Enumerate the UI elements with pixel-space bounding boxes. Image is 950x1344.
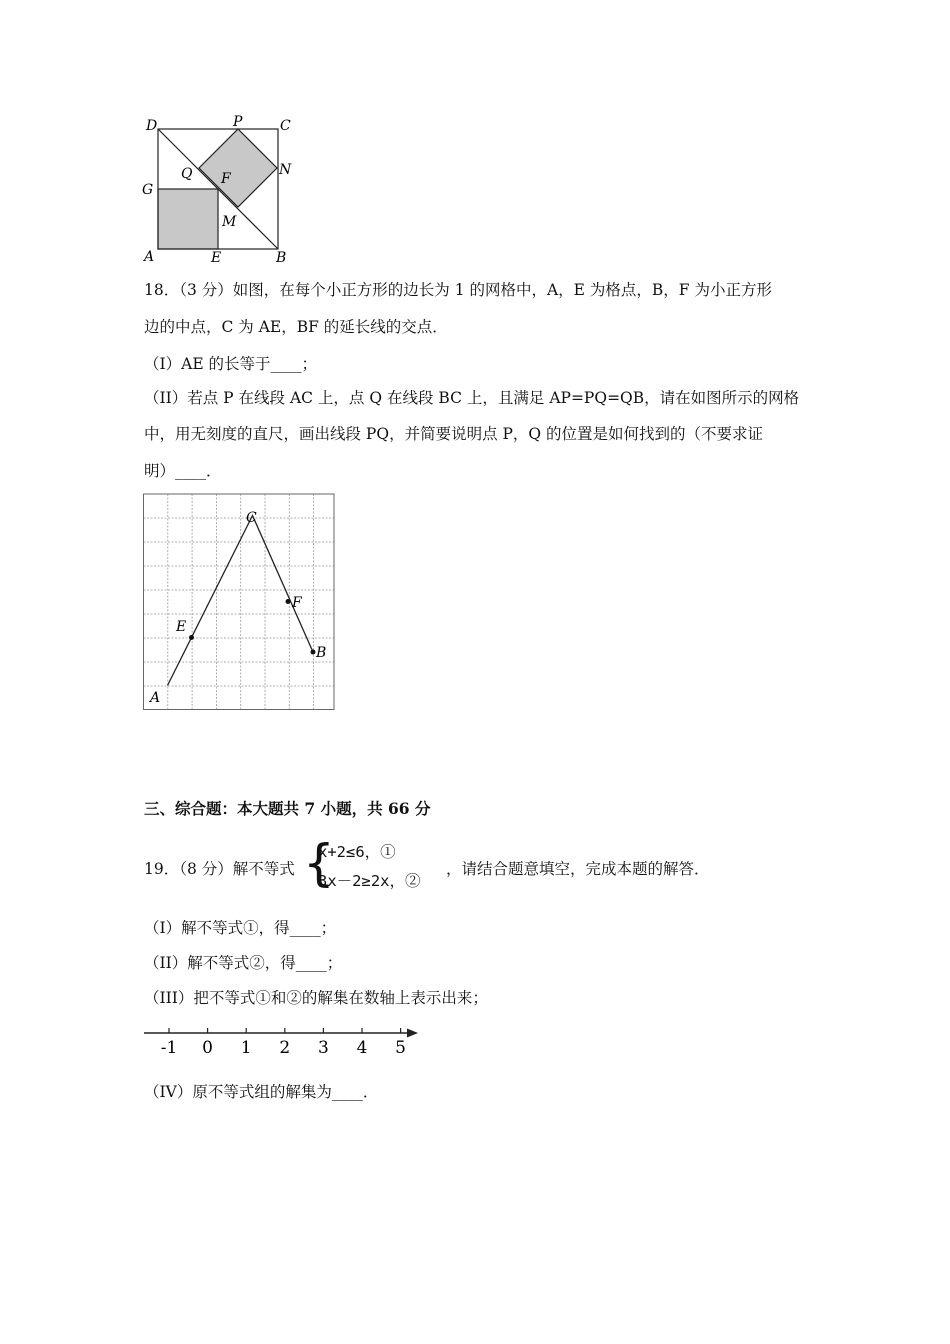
- label-E: E: [211, 250, 222, 266]
- label-G: G: [142, 182, 154, 198]
- label-B: B: [276, 250, 287, 266]
- label-A: A: [144, 249, 155, 265]
- number-line-label: 1: [240, 1038, 252, 1058]
- label-D: D: [146, 118, 158, 134]
- figure-grid-diagram: [142, 492, 337, 714]
- figure-square-diagram: [138, 112, 300, 268]
- q19-part1: （I）解不等式①，得____；: [144, 919, 337, 937]
- q19-inequality-1: x+2≤6，①: [318, 843, 396, 861]
- number-line-label: 3: [317, 1038, 329, 1058]
- shaded-square-left: [158, 189, 218, 249]
- label-M: M: [222, 214, 237, 230]
- q19-suffix: ，请结合题意填空，完成本题的解答．: [446, 860, 710, 878]
- number-line-label: -1: [160, 1038, 178, 1058]
- q19-prefix: 19．（8 分）解不等式: [144, 860, 295, 878]
- label-F: F: [221, 171, 231, 187]
- label-B2: B: [316, 645, 327, 661]
- number-line-arrow: [407, 1029, 418, 1038]
- label-C: C: [280, 118, 291, 134]
- label-E2: E: [176, 619, 187, 635]
- q18-part2-line2: 中，用无刻度的直尺，画出线段 PQ，并简要说明点 P，Q 的位置是如何找到的（不要求证: [144, 425, 764, 443]
- q19-part4: （IV）原不等式组的解集为____．: [144, 1083, 379, 1101]
- system-brace: {: [303, 834, 335, 892]
- point-F: [286, 599, 291, 604]
- q18-part2-line3: 明）____．: [144, 462, 222, 480]
- label-A2: A: [150, 690, 161, 706]
- label-P: P: [233, 114, 243, 130]
- label-N: N: [279, 162, 292, 178]
- point-E: [189, 635, 194, 640]
- q18-line1: 18．（3 分）如图，在每个小正方形的边长为 1 的网格中，A，E 为格点，B，F 为小正方形: [144, 281, 772, 299]
- label-Q: Q: [181, 166, 193, 182]
- number-line: [142, 1020, 427, 1062]
- q18-part2-line1: （II）若点 P 在线段 AC 上，点 Q 在线段 BC 上，且满足 AP=PQ=QB，请在如图所示的网格: [144, 389, 800, 407]
- number-line-label: 4: [356, 1038, 368, 1058]
- number-line-label: 2: [279, 1038, 291, 1058]
- q18-line2: 边的中点，C 为 AE，BF 的延长线的交点．: [144, 318, 448, 336]
- q19-inequality-2: 3x－2≥2x，②: [318, 872, 421, 890]
- point-B: [311, 650, 316, 655]
- q19-part2: （II）解不等式②，得____；: [144, 954, 343, 972]
- q18-part1: （I）AE 的长等于____；: [144, 355, 318, 373]
- number-line-label: 5: [395, 1038, 407, 1058]
- section3-title: 三、综合题：本大题共 7 小题，共 66 分: [144, 799, 431, 818]
- q19-part3: （III）把不等式①和②的解集在数轴上表示出来；: [144, 989, 488, 1007]
- label-C2: C: [246, 510, 257, 526]
- number-line-label: 0: [202, 1038, 214, 1058]
- label-F2: F: [292, 595, 302, 611]
